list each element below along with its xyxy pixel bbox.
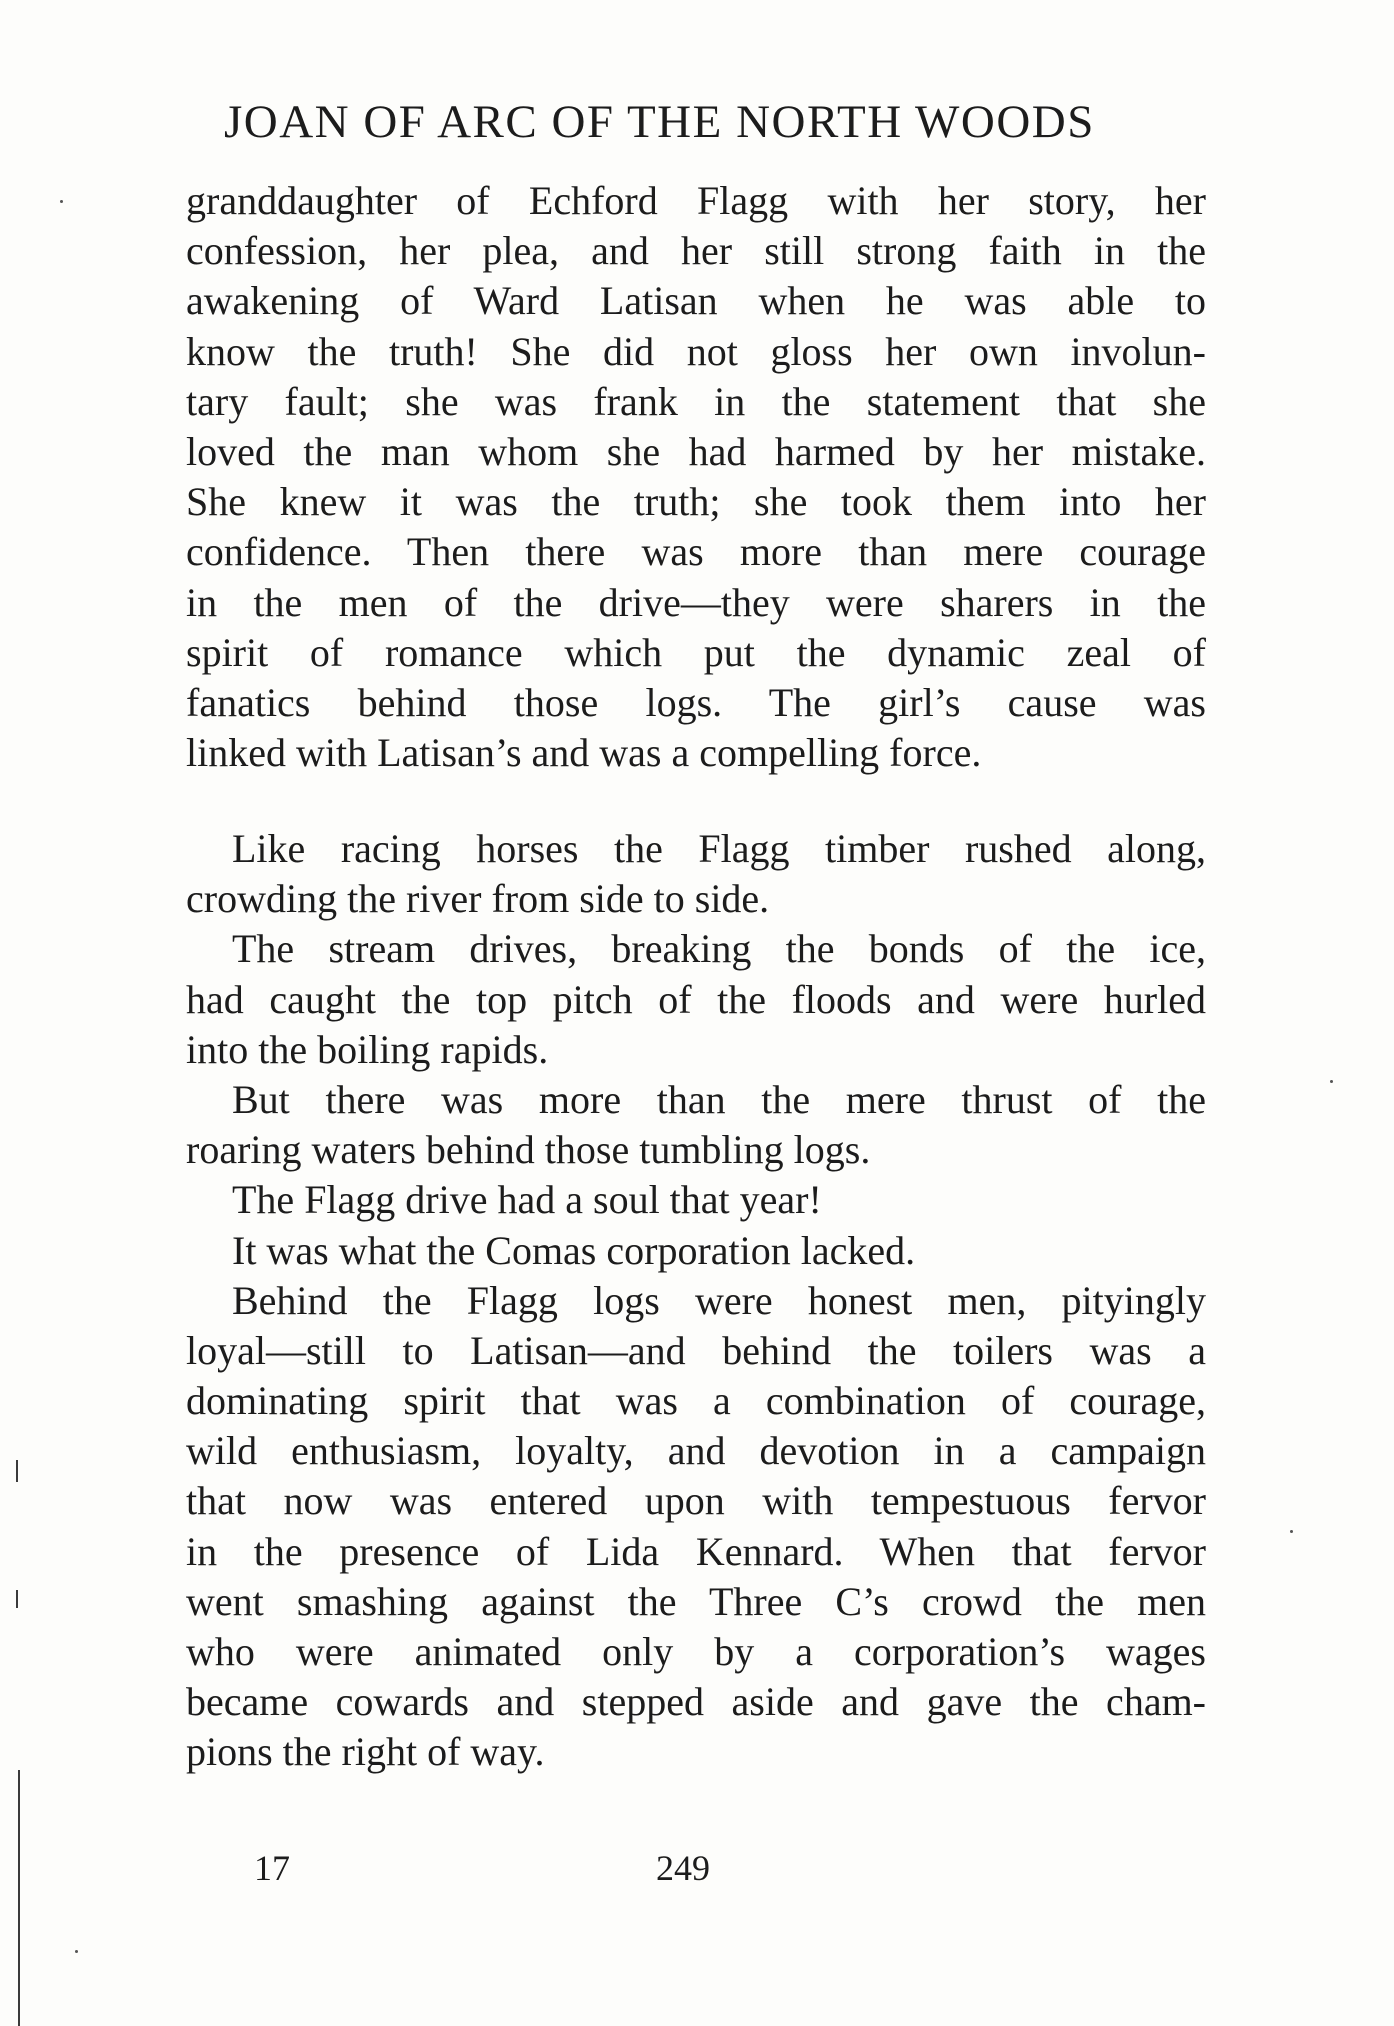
text-line: linked with Latisan’s and was a compelling force. [186,730,982,776]
text-line: awakening of Ward Latisan when he was able to [186,278,1206,324]
scan-speck [1290,1530,1293,1533]
text-line: Behind the Flagg logs were honest men, pityingly [232,1277,1206,1323]
scan-speck [75,1950,78,1953]
text-line: into the boiling rapids. [186,1026,549,1072]
text-line: loyal—still to Latisan—and behind the toilers was a [186,1327,1206,1373]
scan-speck [60,200,63,203]
running-head: JOAN OF ARC OF THE NORTH WOODS [224,96,1095,148]
scan-margin-line [16,1460,18,1482]
text-line: had caught the top pitch of the floods and were hurled [186,976,1206,1022]
text-line: confession, her plea, and her still strong faith in the [186,228,1206,274]
text-line: pions the right of way. [186,1729,545,1775]
text-line: The Flagg drive had a soul that year! [232,1177,822,1223]
paragraph [186,824,1206,924]
text-line: But there was more than the mere thrust of the [232,1076,1206,1122]
signature-mark: 17 [254,1848,290,1888]
text-line: went smashing against the Three C’s crowd the men [186,1578,1206,1624]
text-line: roaring waters behind those tumbling logs. [186,1127,871,1173]
text-line: became cowards and stepped aside and gave the cham- [186,1679,1206,1725]
paragraph [186,1075,1206,1175]
paragraph-continuation [186,176,1206,778]
paragraph [186,1175,1206,1225]
text-line: She knew it was the truth; she took them into her [186,479,1206,525]
text-line: who were animated only by a corporation’s wages [186,1629,1206,1674]
text-line: spirit of romance which put the dynamic zeal of [186,629,1206,675]
page-number: 249 [656,1848,710,1888]
text-line: wild enthusiasm, loyalty, and devotion in a campaign [186,1428,1206,1474]
paragraph [186,924,1206,1075]
text-line: that now was entered upon with tempestuous fervor [186,1478,1206,1524]
text-line: granddaughter of Echford Flagg with her story, her [186,178,1206,223]
text-line: dominating spirit that was a combination of courage, [186,1378,1206,1424]
text-line: crowding the river from side to side. [186,876,770,922]
scan-margin-line [18,1770,20,2026]
text-line: in the men of the drive—they were sharers in the [186,579,1206,625]
text-line: in the presence of Lida Kennard. When that fervor [186,1528,1206,1574]
text-line: The stream drives, breaking the bonds of the ice, [232,926,1206,972]
paragraph [186,1276,1206,1778]
paragraph [186,1226,1206,1276]
text-line: loved the man whom she had harmed by her mistake. [186,428,1206,474]
text-line: tary fault; she was frank in the statement that she [186,378,1206,424]
text-line: fanatics behind those logs. The girl’s cause was [186,679,1206,725]
section-body [186,824,1206,1778]
scan-margin-line [16,1590,18,1608]
text-line: confidence. Then there was more than mere courage [186,529,1206,575]
text-line: know the truth! She did not gloss her own involun- [186,328,1206,374]
scan-speck [1330,1080,1333,1083]
text-line: It was what the Comas corporation lacked. [232,1227,916,1273]
text-line: Like racing horses the Flagg timber rushed along, [232,826,1206,871]
